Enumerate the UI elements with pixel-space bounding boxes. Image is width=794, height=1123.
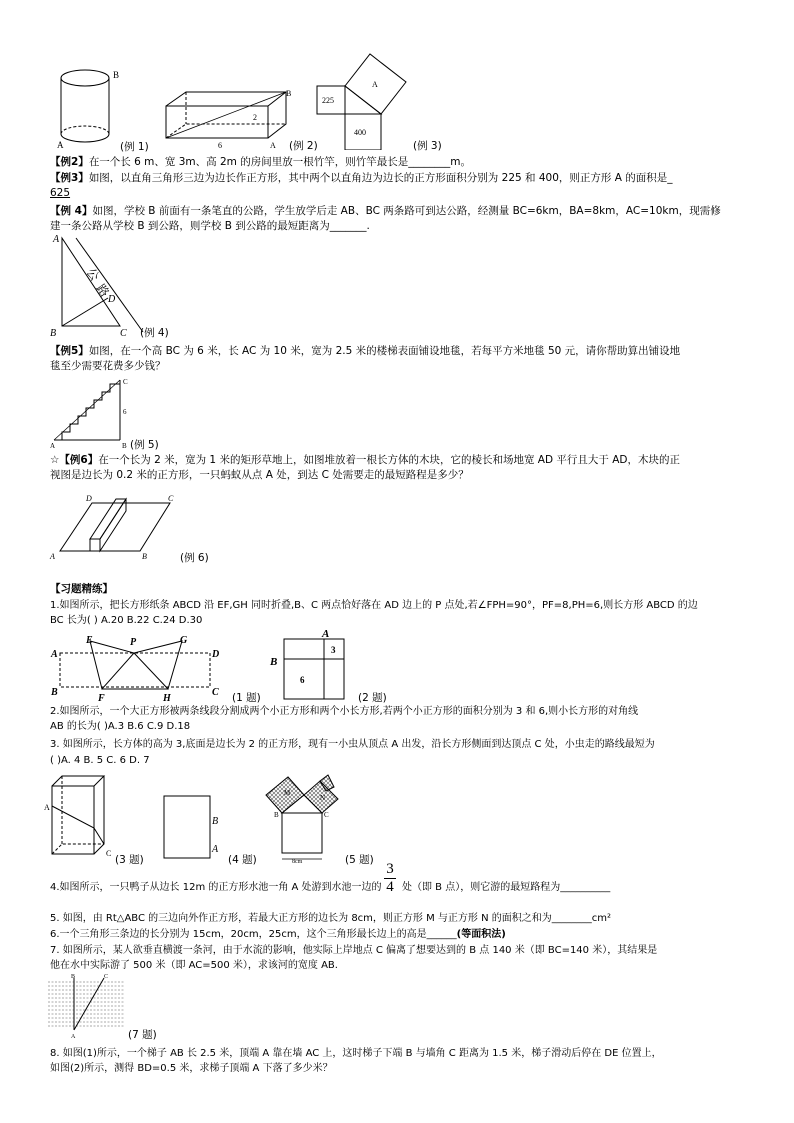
road-text-2: 路: [93, 281, 112, 300]
example-5-tag: 【例5】: [50, 345, 89, 357]
river-label-b: B: [71, 974, 76, 980]
box-label-6: 6: [218, 141, 222, 148]
river-label-c: C: [104, 974, 109, 980]
question-4-pre: 4.如图所示，一只鸭子从边长 12m 的正方形水池一角 A 处游到水池一边的: [50, 882, 382, 893]
caption-q2: (2 题): [358, 692, 387, 704]
example-2-tag: 【例2】: [50, 156, 89, 168]
fold-label-d: D: [212, 649, 220, 660]
question-6-hint: (等面积法): [456, 929, 506, 940]
split-square-figure: [268, 627, 368, 703]
caption-q1: (1 题): [232, 692, 261, 704]
split-label-3: 3: [331, 645, 336, 655]
example-3-text: 如图，以直角三角形三边为边长作正方形，其中两个以直角边为边长的正方形面积分别为 225 和 400，则正方形 A 的面积是_: [88, 172, 673, 184]
example-4-text: 如图，学校 B 前面有一条笔直的公路，学生放学后走 AB、BC 两条路可到达公路，经测量 BC=6km，BA=8km，AC=10km，现需修: [92, 205, 721, 217]
caption-q4: (4 题): [228, 854, 257, 866]
box-label-b: B: [286, 89, 292, 98]
question-7-line1: 7. 如图所示，某人欲垂直横渡一条河，由于水流的影响，他实际上岸地点 C 偏离了想要达到的 B 点 140 米（即 BC=140 米），其结果是: [50, 945, 658, 956]
sq-label-400: 400: [354, 128, 366, 137]
tree-label-b: B: [274, 811, 279, 819]
river-figure: [44, 972, 134, 1040]
example-2-text: 在一个长 6 m、宽 3m、高 2m 的房间里放一根竹竿，则竹竿最长是________m。: [88, 156, 471, 168]
tree-label-m: M: [284, 789, 291, 797]
practice-title: 【习题精练】: [50, 583, 113, 595]
split-label-a: A: [322, 628, 330, 640]
split-label-6: 6: [300, 675, 305, 685]
question-6-text: 6.一个三角形三条边的长分别为 15cm，20cm，25cm，这个三角形最长边上的高是______: [50, 929, 457, 940]
example-4-line2: 建一条公路从学校 B 到公路，则学校 B 到公路的最短距离为_______.: [50, 220, 370, 232]
caption-q3: (3 题): [115, 854, 144, 866]
cuboid-figure: [44, 770, 114, 862]
caption-ex1: (例 1): [120, 141, 149, 153]
road-text-1: 公: [83, 265, 102, 284]
wood-label-c: C: [168, 494, 174, 503]
sq-label-a: A: [372, 80, 378, 89]
road-figure: [48, 232, 148, 340]
stairs-label-a: A: [50, 442, 56, 449]
example-6-line2: 视图是边长为 0.2 米的正方形，一只蚂蚁从点 A 处，到达 C 处需要走的最短路程是多少？: [50, 469, 469, 481]
river-label-a: A: [71, 1034, 76, 1040]
road-label-b: B: [50, 328, 57, 339]
example-5-line1: [50, 344, 680, 359]
caption-ex6: (例 6): [180, 552, 209, 564]
question-2-line1: 2.如图所示，一个大正方形被两条线段分割成两个小正方形和两个小长方形,若两个小正方形的面积分别为 3 和 6,则小长方形的对角线: [50, 706, 639, 717]
pool-figure: [160, 790, 225, 862]
sq-label-225: 225: [322, 96, 334, 105]
example-2: [50, 155, 471, 170]
fold-figure: [50, 633, 230, 703]
stairs-label-c: C: [123, 378, 128, 386]
example-4-line1: [50, 204, 721, 219]
wood-label-d: D: [86, 494, 92, 503]
example-6-tag: ☆【例6】: [50, 454, 99, 466]
caption-q7: (7 题): [128, 1029, 157, 1041]
example-5-text: 如图，在一个高 BC 为 6 米，长 AC 为 10 米，宽为 2.5 米的楼梯表面铺设地毯，若每平方米地毯 50 元，请你帮助算出铺设地: [88, 345, 681, 357]
example-6-text: 在一个长为 2 米，宽为 1 米的矩形草地上，如图堆放着一根长方体的木块，它的棱长和场地宽 AD 平行且大于 AD，木块的正: [98, 454, 680, 466]
fold-label-b: B: [51, 687, 58, 698]
tree-length-label: 8cm: [292, 859, 303, 865]
cyl-label-b: B: [113, 70, 120, 80]
road-label-d: D: [108, 294, 116, 305]
fold-label-e: E: [86, 635, 93, 646]
question-8-line1: 8. 如图(1)所示，一个梯子 AB 长 2.5 米，顶端 A 靠在墙 AC 上，这时梯子下端 B 与墙角 C 距离为 1.5 米，梯子滑动后停在 DE 位置上，: [50, 1048, 662, 1059]
tree-label-c: C: [324, 811, 329, 819]
question-4-fraction: [384, 861, 396, 896]
stairs-label-6: 6: [123, 408, 127, 416]
wood-label-b: B: [142, 552, 147, 561]
question-5: 5. 如图，由 Rt△ABC 的三边向外作正方形，若最大正方形的边长为 8cm，则正方形 M 与正方形 N 的面积之和为________cm²: [50, 913, 611, 924]
box-label-2: 2: [253, 113, 257, 122]
caption-ex5: (例 5): [130, 439, 159, 451]
tree-label-n: N: [320, 794, 326, 802]
cuboid-label-c: C: [106, 849, 112, 858]
example-3-tag: 【例3】: [50, 172, 89, 184]
fraction-denominator: 4: [386, 879, 394, 895]
cylinder-figure: [55, 66, 125, 151]
question-8-line2: 如图(2)所示，测得 BD=0.5 米，求梯子顶端 A 下落了多少米？: [50, 1063, 333, 1074]
cyl-label-a: A: [57, 140, 64, 150]
pool-label-a: A: [212, 844, 219, 855]
example-5-line2: 毯至少需要花费多少钱？: [50, 360, 166, 372]
example-4-tag: 【例 4】: [50, 205, 93, 217]
road-label-a: A: [53, 234, 60, 245]
cuboid-label-a: A: [44, 803, 50, 812]
fold-label-p: P: [130, 637, 137, 648]
question-3-line2: ( )A. 4 B. 5 C. 6 D. 7: [50, 755, 150, 766]
question-3-line1: 3. 如图所示，长方体的高为 3,底面是边长为 2 的正方形，现有一小虫从顶点 A 出发，沿长方形侧面到达顶点 C 处，小虫走的路线最短为: [50, 739, 655, 750]
caption-ex4: (例 4): [140, 327, 169, 339]
question-4: [50, 880, 382, 895]
road-label-c: C: [120, 328, 127, 339]
pool-label-b: B: [212, 816, 219, 827]
example-6-line1: [50, 453, 680, 468]
fold-label-g: G: [180, 635, 188, 646]
stairs-figure: [48, 374, 133, 449]
question-6: [50, 927, 506, 942]
box-label-a: A: [270, 141, 276, 148]
caption-ex3: (例 3): [413, 140, 442, 152]
wood-label-a: A: [50, 552, 55, 561]
question-2-line2: AB 的长为( )A.3 B.6 C.9 D.18: [50, 721, 191, 732]
box-figure: [158, 86, 293, 148]
caption-q5: (5 题): [345, 854, 374, 866]
split-label-b: B: [270, 656, 278, 668]
example-3-answer: 625: [50, 187, 71, 199]
wood-block-figure: [48, 485, 178, 563]
caption-ex2: (例 2): [289, 140, 318, 152]
fold-label-c: C: [212, 687, 219, 698]
fold-label-a: A: [51, 649, 58, 660]
question-1-line2: BC 长为( ) A.20 B.22 C.24 D.30: [50, 615, 203, 626]
example-3: [50, 171, 673, 186]
squares-figure: [312, 45, 422, 150]
fold-label-f: F: [98, 693, 105, 703]
fold-label-h: H: [163, 693, 171, 703]
question-4-post: 处（即 B 点），则它游的最短路程为__________: [402, 882, 611, 893]
question-1-line1: 1.如图所示，把长方形纸条 ABCD 沿 EF,GH 同时折叠,B、C 两点恰好落在 AD 边上的 P 点处,若∠FPH=90°，PF=8,PH=6,则长方形 ABCD 的边: [50, 600, 698, 611]
stairs-label-b: B: [122, 442, 127, 449]
question-7-line2: 他在水中实际游了 500 米（即 AC=500 米），求该河的宽度 AB.: [50, 960, 338, 971]
fraction-numerator: 3: [386, 861, 394, 877]
